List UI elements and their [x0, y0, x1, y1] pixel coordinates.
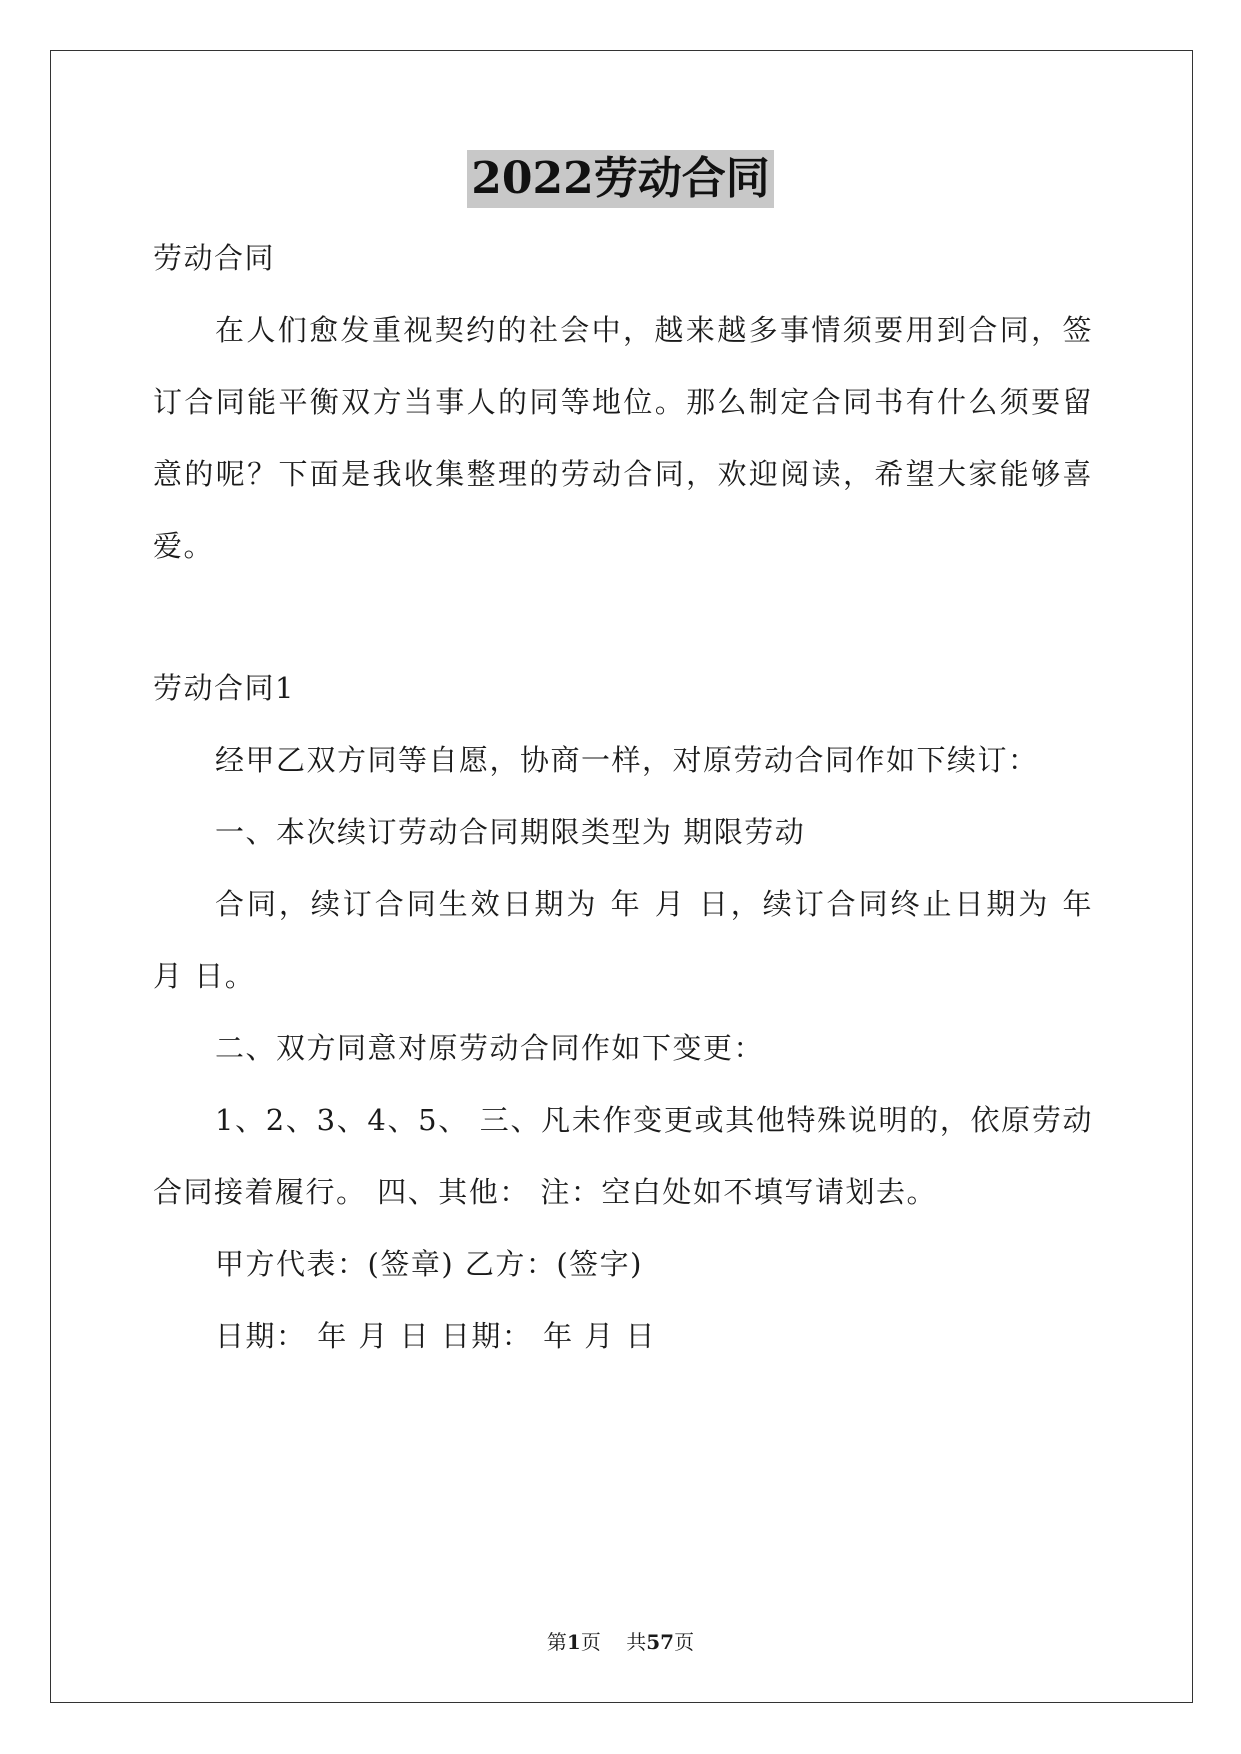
paragraph-line: 爱。	[153, 529, 215, 563]
paragraph-line: 合同，续订合同生效日期为 年 月 日，续订合同终止日期为 年	[215, 887, 1093, 921]
total-label-prefix: 共	[626, 1630, 647, 1654]
total-pages: 57	[646, 1630, 675, 1654]
paragraph-line: 1、2、3、4、5、 三、凡未作变更或其他特殊说明的，依原劳动	[215, 1103, 1093, 1137]
paragraph-line: 经甲乙双方同等自愿，协商一样，对原劳动合同作如下续订：	[215, 743, 1039, 777]
page-label-prefix: 第	[546, 1630, 567, 1654]
paragraph-line: 在人们愈发重视契约的社会中，越来越多事情须要用到合同，签	[215, 313, 1093, 347]
section-heading: 劳动合同1	[153, 671, 295, 705]
paragraph-line: 二、双方同意对原劳动合同作如下变更：	[215, 1031, 765, 1065]
title-container	[0, 150, 1241, 208]
paragraph-line: 一、本次续订劳动合同期限类型为 期限劳动	[215, 815, 806, 849]
page-label-suffix: 页	[580, 1630, 601, 1654]
page-number: 1	[566, 1630, 581, 1654]
paragraph-line: 意的呢？下面是我收集整理的劳动合同，欢迎阅读，希望大家能够喜	[153, 457, 1093, 491]
page-border	[50, 50, 1193, 1703]
paragraph-line: 合同接着履行。 四、其他： 注：空白处如不填写请划去。	[153, 1175, 937, 1209]
paragraph-line: 月 日。	[153, 959, 256, 993]
paragraph-line: 订合同能平衡双方当事人的同等地位。那么制定合同书有什么须要留	[153, 385, 1093, 419]
section-heading: 劳动合同	[153, 241, 276, 275]
document-title: 2022劳动合同	[467, 150, 773, 208]
total-label-suffix: 页	[674, 1630, 695, 1654]
date-line: 日期： 年 月 日 日期： 年 月 日	[215, 1319, 657, 1353]
signature-line: 甲方代表：(签章) 乙方：(签字)	[215, 1247, 643, 1281]
page-footer	[0, 1628, 1241, 1656]
